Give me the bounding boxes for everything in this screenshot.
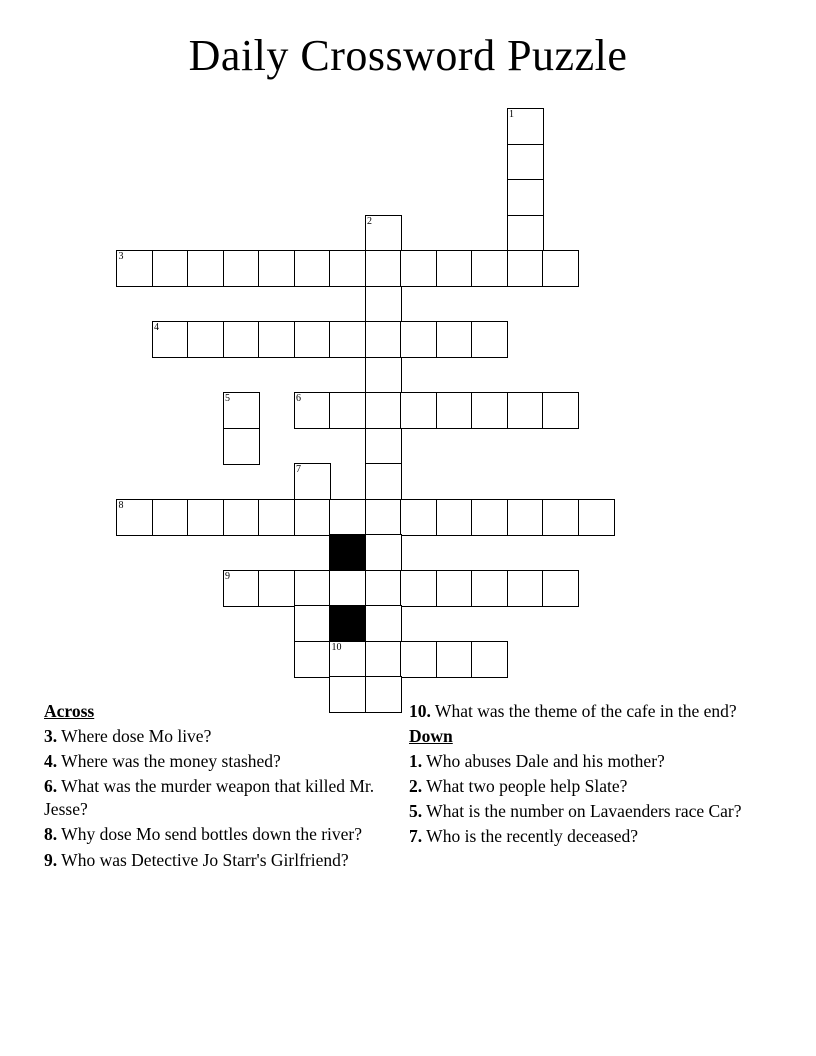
grid-cell[interactable] (507, 250, 544, 287)
grid-cell[interactable] (294, 641, 331, 678)
down-heading: Down (409, 726, 453, 747)
grid-cell[interactable] (294, 463, 331, 500)
grid-cell-number: 4 (154, 322, 159, 333)
grid-cell[interactable] (294, 250, 331, 287)
clue-item (44, 775, 399, 821)
grid-cell[interactable] (258, 570, 295, 607)
grid-cell-number: 8 (118, 499, 124, 511)
grid-cell[interactable] (152, 321, 189, 358)
grid-cell[interactable] (365, 641, 402, 678)
clue-number: 7. (409, 826, 423, 847)
grid-cell[interactable] (258, 321, 295, 358)
clue-text: Who abuses Dale and his mother? (422, 751, 665, 772)
grid-cell[interactable] (436, 392, 473, 429)
grid-cell[interactable] (329, 250, 366, 287)
grid-cell[interactable] (436, 570, 473, 607)
grid-cell[interactable] (329, 392, 366, 429)
clue-item (44, 823, 399, 846)
grid-cell[interactable] (542, 392, 579, 429)
clues-column-right (409, 700, 764, 851)
grid-cell[interactable] (223, 250, 260, 287)
grid-cell[interactable] (507, 179, 544, 216)
grid-cell[interactable] (400, 499, 437, 536)
grid-cell[interactable] (365, 250, 402, 287)
grid-cell[interactable] (542, 499, 579, 536)
grid-cell[interactable] (329, 499, 366, 536)
grid-cell[interactable] (436, 250, 473, 287)
grid-cell[interactable] (365, 499, 402, 536)
grid-cell[interactable] (187, 250, 224, 287)
clue-number: 1. (409, 751, 423, 772)
grid-cell[interactable] (471, 321, 508, 358)
grid-cell[interactable] (400, 250, 437, 287)
grid-cell[interactable] (223, 428, 260, 465)
page-title: Daily Crossword Puzzle (188, 31, 628, 80)
grid-cell[interactable] (294, 321, 331, 358)
grid-cell[interactable] (400, 321, 437, 358)
grid-cell[interactable] (329, 570, 366, 607)
grid-cell[interactable] (507, 215, 544, 252)
clue-text: Who was Detective Jo Starr's Girlfriend? (57, 849, 349, 870)
clue-item (44, 750, 399, 773)
grid-cell[interactable] (400, 392, 437, 429)
across-clue-list-part1 (44, 725, 399, 872)
grid-cell[interactable] (187, 499, 224, 536)
clue-item (409, 700, 764, 723)
clue-number: 4. (44, 751, 58, 772)
grid-cell[interactable] (223, 321, 260, 358)
grid-cell[interactable] (542, 250, 579, 287)
grid-cell[interactable] (507, 499, 544, 536)
grid-cell-number: 10 (331, 641, 342, 653)
clue-item (44, 725, 399, 748)
down-clue-list (409, 750, 764, 848)
clue-number: 9. (44, 849, 58, 870)
clue-number: 2. (409, 776, 423, 797)
grid-cell[interactable] (294, 605, 331, 642)
grid-cell[interactable] (258, 250, 295, 287)
grid-cell[interactable] (365, 534, 402, 571)
crossword-grid-container (0, 100, 816, 700)
grid-cell[interactable] (365, 428, 402, 465)
grid-cell[interactable] (471, 570, 508, 607)
grid-cell[interactable] (365, 286, 402, 323)
clue-text: Who is the recently deceased? (422, 826, 639, 847)
grid-cell[interactable] (223, 499, 260, 536)
grid-cell[interactable] (507, 144, 544, 181)
grid-block-cell (329, 605, 366, 642)
clue-text: What is the number on Lavaenders race Car? (422, 801, 742, 822)
grid-cell[interactable] (365, 392, 402, 429)
grid-cell[interactable] (471, 641, 508, 678)
grid-cell[interactable] (436, 321, 473, 358)
grid-cell[interactable] (471, 499, 508, 536)
grid-cell[interactable] (507, 392, 544, 429)
grid-cell[interactable] (471, 250, 508, 287)
grid-cell[interactable] (365, 357, 402, 394)
grid-cell[interactable] (365, 215, 402, 252)
grid-cell[interactable] (436, 499, 473, 536)
clue-item (409, 775, 764, 798)
grid-cell[interactable] (578, 499, 615, 536)
grid-cell[interactable] (436, 641, 473, 678)
grid-cell[interactable] (152, 499, 189, 536)
clue-number: 8. (44, 824, 58, 845)
grid-cell[interactable] (116, 250, 153, 287)
grid-cell[interactable] (294, 392, 331, 429)
clue-text: Where was the money stashed? (57, 751, 281, 772)
grid-cell[interactable] (542, 570, 579, 607)
grid-cell[interactable] (400, 641, 437, 678)
grid-cell[interactable] (400, 570, 437, 607)
grid-cell[interactable] (329, 321, 366, 358)
grid-cell[interactable] (329, 641, 366, 678)
grid-cell[interactable] (365, 463, 402, 500)
grid-cell-number: 2 (367, 215, 372, 227)
clue-text: What two people help Slate? (422, 776, 628, 797)
grid-cell-number: 6 (296, 393, 301, 404)
grid-cell-number: 7 (296, 464, 301, 475)
clue-item (409, 825, 764, 848)
clue-item (44, 849, 399, 872)
grid-cell-number: 9 (225, 570, 230, 582)
grid-cell[interactable] (365, 605, 402, 642)
grid-block-cell (329, 534, 366, 571)
grid-cell[interactable] (152, 250, 189, 287)
grid-cell-number: 3 (118, 251, 124, 262)
clue-number: 3. (44, 726, 58, 747)
clues-section (44, 700, 774, 874)
clue-number: 10. (409, 701, 431, 721)
clue-text: Where dose Mo live? (57, 726, 212, 747)
clue-text: What was the murder weapon that killed Mr. Jesse? (44, 776, 375, 820)
clue-item (409, 800, 764, 823)
grid-cell[interactable] (116, 499, 153, 536)
grid-cell[interactable] (507, 108, 544, 145)
grid-cell-number: 1 (509, 109, 514, 120)
grid-cell[interactable] (294, 499, 331, 536)
across-heading: Across (44, 701, 95, 721)
clue-item (409, 750, 764, 773)
grid-cell[interactable] (507, 570, 544, 607)
grid-cell[interactable] (294, 570, 331, 607)
grid-cell[interactable] (365, 570, 402, 607)
clue-number: 5. (409, 801, 423, 822)
grid-cell[interactable] (365, 321, 402, 358)
clue-text: Why dose Mo send bottles down the river? (57, 824, 363, 845)
grid-cell-number: 5 (225, 393, 230, 404)
clues-column-left (44, 700, 399, 874)
clue-number: 6. (44, 776, 58, 797)
grid-cell[interactable] (223, 570, 260, 607)
grid-cell[interactable] (187, 321, 224, 358)
grid-cell[interactable] (258, 499, 295, 536)
clue-text: What was the theme of the cafe in the end? (430, 701, 737, 721)
grid-cell[interactable] (471, 392, 508, 429)
across-clue-list-part2 (409, 700, 764, 723)
grid-cell[interactable] (223, 392, 260, 429)
